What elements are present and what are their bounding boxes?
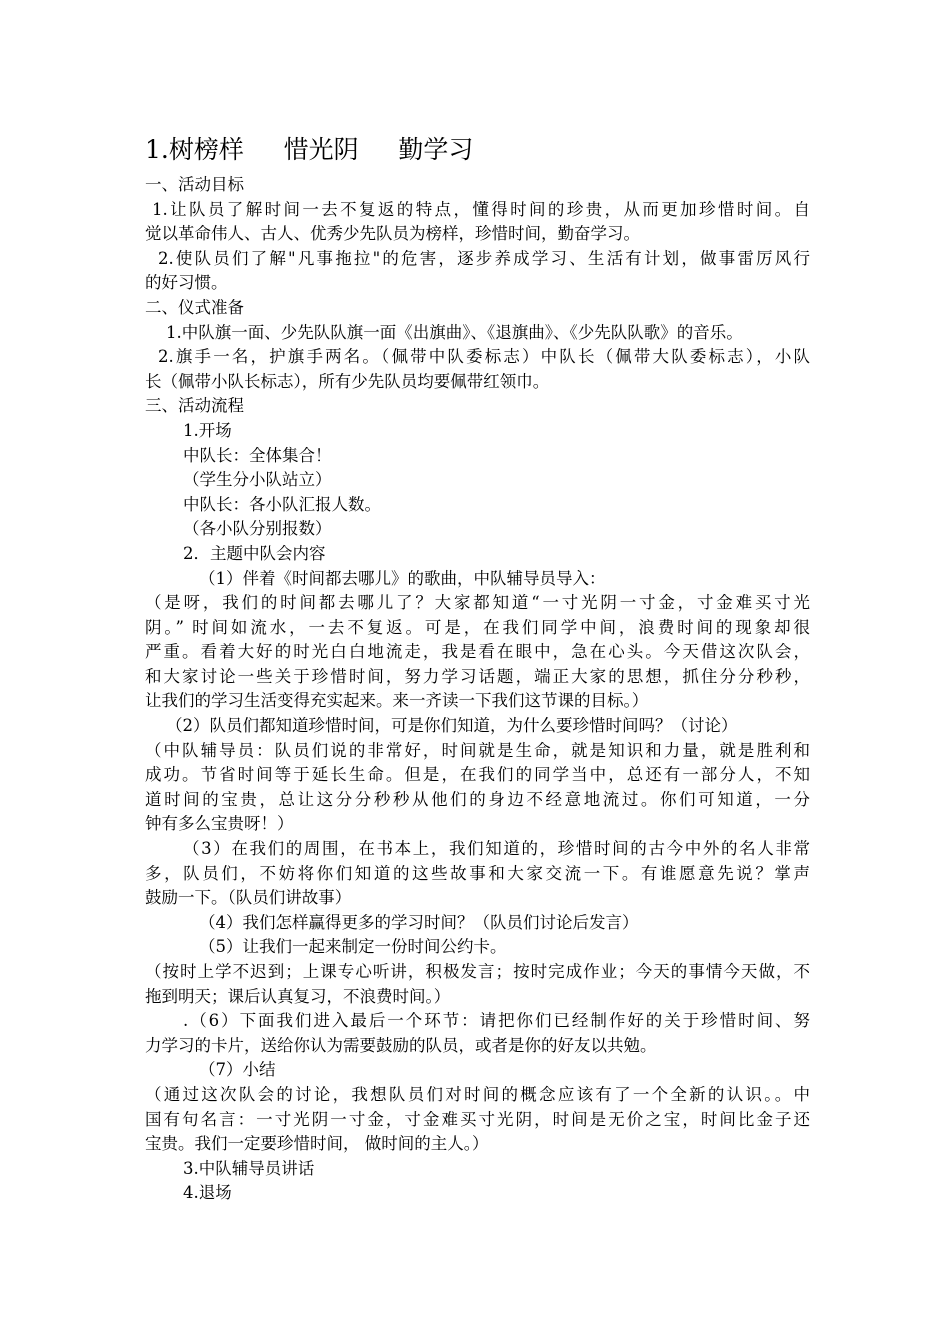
paragraph-line: 2.使队员们了解"凡事拖拉"的危害，逐步养成学习、生活有计划，做事雷厉风行 [158, 248, 810, 268]
paragraph-line: 拖到明天；课后认真复习，不浪费时间。） [145, 986, 451, 1006]
paragraph-line: （按时上学不迟到；上课专心听讲，积极发言；按时完成作业；今天的事情今天做，不 [145, 962, 810, 981]
list-item: （2）队员们都知道珍惜时间，可是你们知道，为什么要珍惜时间吗？（讨论） [166, 716, 738, 736]
paragraph-line: 成功。节省时间等于延长生命。但是，在我们的同学当中，总还有一部分人，不知 [145, 765, 810, 785]
section-heading-process: 三、活动流程 [145, 396, 244, 416]
paragraph-line: 1.中队旗一面、少先队队旗一面《出旗曲》、《退旗曲》、《少先队队歌》的音乐。 [166, 322, 743, 342]
list-item: （学生分小队站立） [183, 470, 332, 490]
paragraph-line: 多，队员们，不妨将你们知道的这些故事和大家交流一下。有谁愿意先说？掌声 [145, 863, 810, 883]
paragraph-line: 1.让队员了解时间一去不复返的特点，懂得时间的珍贵，从而更加珍惜时间。自 [152, 199, 810, 219]
section-heading-goals: 一、活动目标 [145, 175, 244, 194]
list-item: 2．主题中队会内容 [183, 543, 326, 563]
list-item: （3）在我们的周围，在书本上，我们知道的，珍惜时间的古今中外的名人非常 [183, 839, 810, 859]
list-item: （5）让我们一起来制定一份时间公约卡。 [199, 937, 507, 957]
paragraph-line: 宝贵。我们一定要珍惜时间， 做时间的主人。） [145, 1134, 489, 1154]
paragraph-line: （中队辅导员：队员们说的非常好，时间就是生命，就是知识和力量，就是胜利和 [145, 740, 810, 760]
paragraph-line: 让我们的学习生活变得充实起来。来一齐读一下我们这节课的目标。） [145, 691, 649, 711]
section-heading-ceremony: 二、仪式准备 [145, 297, 244, 317]
paragraph-line: （是呀，我们的时间都去哪儿了？大家都知道“一寸光阴一寸金，寸金难买寸光 [145, 593, 810, 613]
paragraph-line: 的好习惯。 [145, 273, 228, 293]
document-body [145, 173, 810, 1206]
paragraph-line: 长（佩带小队长标志），所有少先队员均要佩带红领巾。 [145, 371, 550, 391]
paragraph-line: 阴。” 时间如流水，一去不复返。可是，在我们同学中间，浪费时间的现象却很 [145, 617, 810, 637]
list-item: 3.中队辅导员讲话 [183, 1158, 315, 1178]
paragraph-line: 和大家讨论一些关于珍惜时间，努力学习话题，端正大家的思想，抓住分分秒秒， [145, 666, 810, 686]
list-item: 4.退场 [183, 1183, 232, 1203]
list-item: （1）伴着《时间都去哪儿》的歌曲，中队辅导员导入： [199, 568, 606, 588]
list-item: .（6）下面我们进入最后一个环节：请把你们已经制作好的关于珍惜时间、努 [183, 1011, 810, 1031]
list-item: （4）我们怎样赢得更多的学习时间？（队员们讨论后发言） [199, 912, 639, 932]
list-item: 1.开场 [183, 420, 232, 440]
paragraph-line: 道时间的宝贵，总让这分分秒秒从他们的身边不经意地流过。你们可知道，一分 [145, 789, 810, 809]
paragraph-line: 鼓励一下。（队员们讲故事） [145, 888, 352, 908]
list-item: （各小队分别报数） [183, 519, 332, 539]
document-title: 1.树榜样 惜光阴 勤学习 [145, 135, 474, 164]
paragraph-line: 钟有多么宝贵呀！） [145, 814, 294, 834]
paragraph-line: 觉以革命伟人、古人、优秀少先队员为榜样，珍惜时间，勤奋学习。 [145, 224, 640, 244]
paragraph-line: （通过这次队会的讨论，我想队员们对时间的概念应该有了一个全新的认识。。中 [145, 1084, 810, 1104]
list-item: 中队长：全体集合！ [183, 445, 332, 465]
paragraph-line: 力学习的卡片，送给你认为需要鼓励的队员，或者是你的好友以共勉。 [145, 1035, 657, 1055]
paragraph-line: 2.旗手一名，护旗手两名。（佩带中队委标志）中队长（佩带大队委标志），小队 [158, 347, 810, 367]
paragraph-line: 严重。看着大好的时光白白地流走，我是看在眼中，急在心头。今天借这次队会， [145, 642, 810, 662]
paragraph-line: 国有句名言：一寸光阴一寸金，寸金难买寸光阴，时间是无价之宝，时间比金子还 [145, 1109, 810, 1129]
list-item: （7）小结 [199, 1060, 276, 1080]
list-item: 中队长：各小队汇报人数。 [183, 494, 381, 514]
